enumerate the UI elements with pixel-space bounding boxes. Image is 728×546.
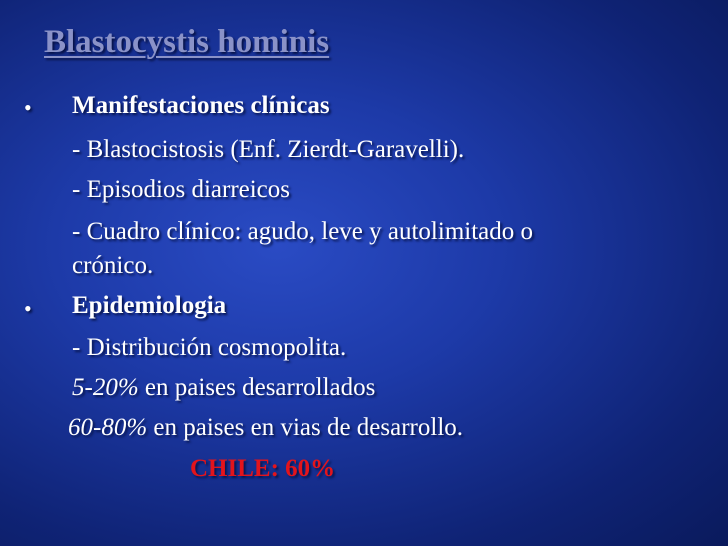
chile-highlight: CHILE: 60% <box>190 455 336 482</box>
slide-title: Blastocystis hominis <box>44 24 330 60</box>
text-line: - Cuadro clínico: agudo, leve y autolimitado o <box>72 218 533 245</box>
bullet-dot-1: • <box>24 95 32 120</box>
text-line-developing <box>68 414 463 442</box>
text-line: - Blastocistosis (Enf. Zierdt-Garavelli). <box>72 136 465 163</box>
text-line-developed <box>72 374 375 402</box>
bullet-heading-manifestaciones: Manifestaciones clínicas <box>72 92 330 119</box>
percentage: 5-20% <box>72 374 139 401</box>
text-line: crónico. <box>72 252 154 279</box>
text-line: - Episodios diarreicos <box>72 176 291 203</box>
percentage: 60-80% <box>68 414 148 441</box>
bullet-heading-epidemiologia: Epidemiologia <box>72 292 227 319</box>
bullet-dot-2: • <box>24 296 32 321</box>
line-text: en paises desarrollados <box>138 374 376 401</box>
line-text: en paises en vias de desarrollo. <box>147 414 464 441</box>
text-line: - Distribución cosmopolita. <box>72 334 347 361</box>
